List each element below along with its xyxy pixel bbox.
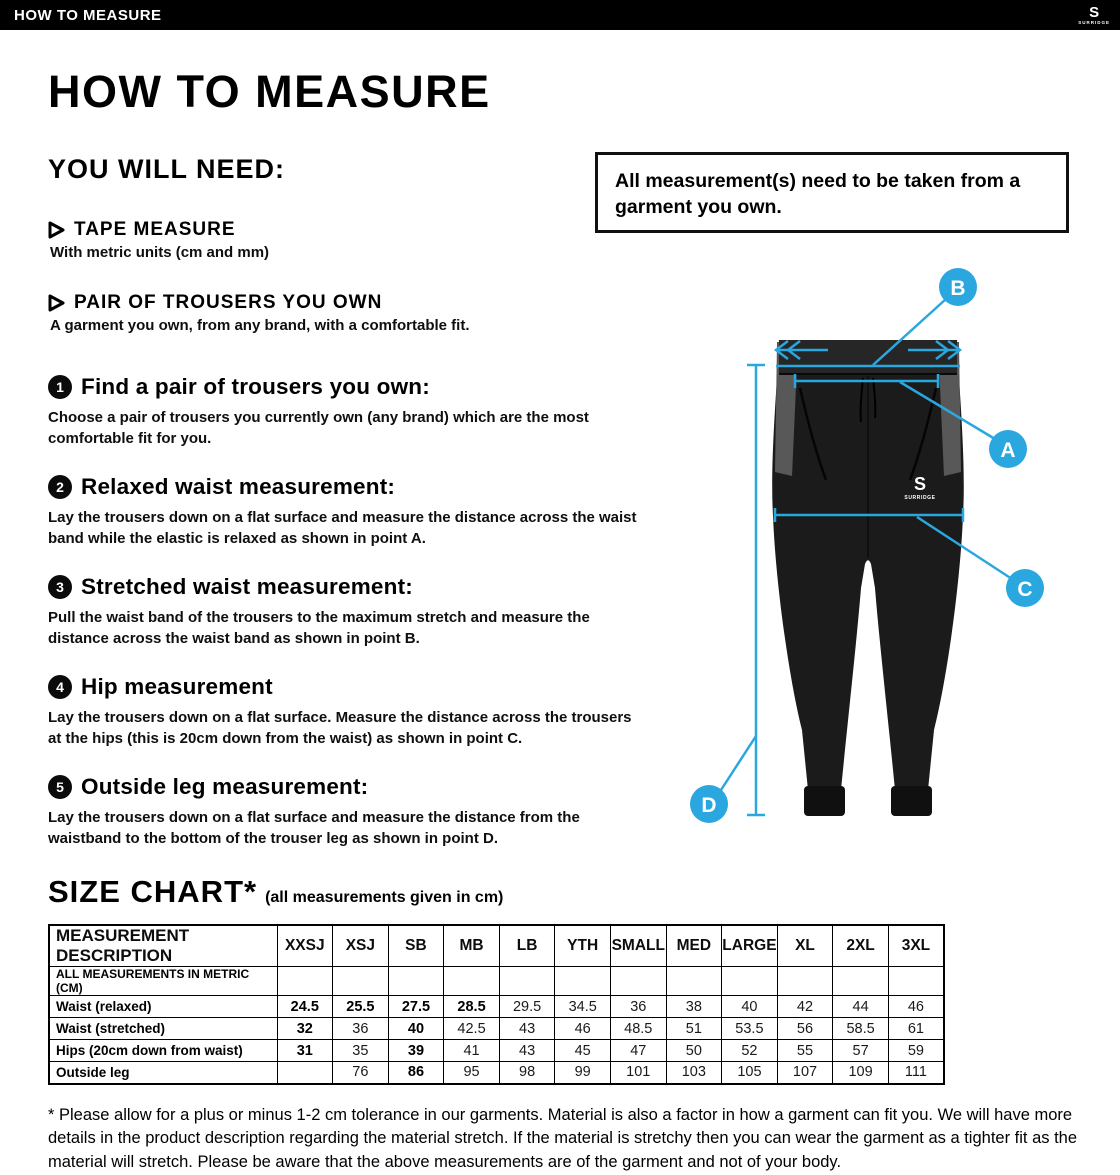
svg-text:S: S (914, 474, 926, 494)
table-row (49, 1018, 944, 1040)
step-item-4 (48, 674, 688, 749)
table-row (49, 967, 944, 996)
step-item-2 (48, 474, 688, 549)
size-value-cell: 36 (610, 996, 666, 1018)
size-value-cell (722, 967, 778, 996)
step-number-badge: 3 (48, 575, 72, 599)
size-value-cell: 111 (888, 1062, 944, 1084)
column-header: YTH (555, 925, 611, 967)
size-value-cell: 41 (444, 1040, 500, 1062)
size-value-cell: 25.5 (333, 996, 389, 1018)
notice-text: All measurement(s) need to be taken from a garment you own. (615, 170, 1020, 218)
size-value-cell: 39 (388, 1040, 444, 1062)
steps-list (48, 374, 688, 849)
size-value-cell: 45 (555, 1040, 611, 1062)
size-value-cell: 36 (333, 1018, 389, 1040)
waistband (779, 340, 957, 374)
size-value-cell: 31 (277, 1040, 333, 1062)
footnote-text: * Please allow for a plus or minus 1-2 cm tolerance in our garments. Material is also a factor in how a garment can fit you. We will have more details in the product description regarding the material stretch. If the material is stretchy then you can wear the garment as a tighter fit as the material will stretch. Please be aware that the above measurements are of the garment and not of your body. (48, 1104, 1086, 1175)
size-value-cell: 46 (888, 996, 944, 1018)
size-value-cell: 27.5 (388, 996, 444, 1018)
step-description: Lay the trousers down on a flat surface and measure the distance from the waistband to the bottom of the trouser leg as shown in point D. (48, 807, 648, 849)
size-chart-header-row (49, 925, 944, 967)
need-item-label: PAIR OF TROUSERS YOU OWN (74, 292, 382, 314)
size-value-cell: 43 (499, 1018, 555, 1040)
size-value-cell (277, 967, 333, 996)
size-value-cell: 98 (499, 1062, 555, 1084)
size-value-cell: 35 (333, 1040, 389, 1062)
marker-d (690, 785, 728, 823)
column-header: XL (777, 925, 833, 967)
size-value-cell (777, 967, 833, 996)
top-bar (0, 0, 1120, 30)
step-title: Outside leg measurement: (81, 774, 368, 800)
size-value-cell: 47 (610, 1040, 666, 1062)
svg-text:D: D (701, 794, 716, 817)
size-value-cell: 32 (277, 1018, 333, 1040)
table-row (49, 1040, 944, 1062)
size-value-cell: 95 (444, 1062, 500, 1084)
need-item-description: A garment you own, from any brand, with a comfortable fit. (50, 317, 1078, 334)
size-chart-subtitle: (all measurements given in cm) (265, 889, 503, 907)
svg-text:C: C (1017, 578, 1032, 601)
column-header: 2XL (833, 925, 889, 967)
step-title: Stretched waist measurement: (81, 574, 413, 600)
row-label: Hips (20cm down from waist) (49, 1040, 277, 1062)
step-number-badge: 2 (48, 475, 72, 499)
row-label: Waist (stretched) (49, 1018, 277, 1040)
marker-c (1006, 569, 1044, 607)
marker-b (939, 268, 977, 306)
size-value-cell: 58.5 (833, 1018, 889, 1040)
table-row (49, 996, 944, 1018)
column-header: LARGE (722, 925, 778, 967)
size-value-cell (277, 1062, 333, 1084)
row-label: ALL MEASUREMENTS IN METRIC (CM) (49, 967, 277, 996)
size-value-cell: 43 (499, 1040, 555, 1062)
top-bar-title: HOW TO MEASURE (14, 7, 162, 24)
column-header: 3XL (888, 925, 944, 967)
step-item-1 (48, 374, 688, 449)
column-header: SMALL (610, 925, 666, 967)
size-value-cell: 52 (722, 1040, 778, 1062)
size-value-cell: 51 (666, 1018, 722, 1040)
size-chart-heading (48, 874, 1078, 910)
size-value-cell: 76 (333, 1062, 389, 1084)
step-number-badge: 1 (48, 375, 72, 399)
size-chart-table (48, 924, 945, 1085)
step-title: Relaxed waist measurement: (81, 474, 395, 500)
size-value-cell (833, 967, 889, 996)
column-header: SB (388, 925, 444, 967)
size-value-cell (499, 967, 555, 996)
size-value-cell: 107 (777, 1062, 833, 1084)
row-label: Waist (relaxed) (49, 996, 277, 1018)
column-header: MED (666, 925, 722, 967)
row-label: Outside leg (49, 1062, 277, 1084)
surridge-wordmark: SURRIDGE (1078, 21, 1110, 26)
triangle-bullet-icon (48, 294, 65, 312)
step-item-5 (48, 774, 688, 849)
step-item-3 (48, 574, 688, 649)
you-will-need-heading: YOU WILL NEED: (48, 154, 1078, 185)
table-row (49, 1062, 944, 1084)
marker-d-leader-line (721, 736, 756, 790)
size-value-cell (888, 967, 944, 996)
size-chart-body (49, 967, 944, 1084)
size-value-cell: 29.5 (499, 996, 555, 1018)
need-item-tape-measure (48, 219, 1078, 261)
size-value-cell: 24.5 (277, 996, 333, 1018)
column-header: XSJ (333, 925, 389, 967)
size-value-cell: 109 (833, 1062, 889, 1084)
step-title: Hip measurement (81, 674, 273, 700)
size-value-cell: 48.5 (610, 1018, 666, 1040)
step-number-badge: 4 (48, 675, 72, 699)
svg-text:B: B (950, 277, 965, 300)
surridge-s-glyph: S (1089, 5, 1099, 20)
size-value-cell: 42 (777, 996, 833, 1018)
trousers-measurement-diagram (680, 258, 1080, 838)
step-description: Pull the waist band of the trousers to the maximum stretch and measure the distance across the waist band as shown in point B. (48, 607, 648, 649)
trousers-image (772, 340, 964, 816)
size-value-cell: 50 (666, 1040, 722, 1062)
step-description: Choose a pair of trousers you currently own (any brand) which are the most comfortable fit for you. (48, 407, 648, 449)
size-value-cell: 42.5 (444, 1018, 500, 1040)
column-header: XXSJ (277, 925, 333, 967)
size-value-cell: 56 (777, 1018, 833, 1040)
size-value-cell: 34.5 (555, 996, 611, 1018)
svg-text:A: A (1000, 439, 1015, 462)
trousers-diagram-svg (680, 258, 1080, 838)
size-value-cell: 53.5 (722, 1018, 778, 1040)
size-value-cell: 38 (666, 996, 722, 1018)
size-value-cell (444, 967, 500, 996)
size-value-cell: 44 (833, 996, 889, 1018)
need-item-description: With metric units (cm and mm) (50, 244, 1078, 261)
size-value-cell: 46 (555, 1018, 611, 1040)
surridge-logo-icon (1078, 5, 1110, 26)
page-title: HOW TO MEASURE (48, 66, 1078, 118)
step-description: Lay the trousers down on a flat surface and measure the distance across the waist band while the elastic is relaxed as shown in point A. (48, 507, 648, 549)
size-value-cell: 86 (388, 1062, 444, 1084)
step-number-badge: 5 (48, 775, 72, 799)
size-value-cell: 101 (610, 1062, 666, 1084)
size-value-cell (555, 967, 611, 996)
size-value-cell (333, 967, 389, 996)
size-value-cell (610, 967, 666, 996)
size-value-cell: 105 (722, 1062, 778, 1084)
need-item-label: TAPE MEASURE (74, 219, 236, 241)
size-value-cell: 59 (888, 1040, 944, 1062)
size-value-cell: 57 (833, 1040, 889, 1062)
triangle-bullet-icon (48, 221, 65, 239)
size-value-cell: 40 (388, 1018, 444, 1040)
size-value-cell: 103 (666, 1062, 722, 1084)
size-chart-title: SIZE CHART* (48, 874, 257, 910)
size-value-cell: 61 (888, 1018, 944, 1040)
column-header: MEASUREMENT DESCRIPTION (49, 925, 277, 967)
column-header: LB (499, 925, 555, 967)
size-value-cell: 99 (555, 1062, 611, 1084)
step-description: Lay the trousers down on a flat surface. Measure the distance across the trousers at the hips (this is 20cm down from the waist) as shown in point C. (48, 707, 648, 749)
size-value-cell: 28.5 (444, 996, 500, 1018)
column-header: MB (444, 925, 500, 967)
step-title: Find a pair of trousers you own: (81, 374, 430, 400)
size-value-cell (666, 967, 722, 996)
garment-brand-text: SURRIDGE (904, 495, 935, 501)
size-value-cell (388, 967, 444, 996)
size-value-cell: 55 (777, 1040, 833, 1062)
marker-a (989, 430, 1027, 468)
size-value-cell: 40 (722, 996, 778, 1018)
